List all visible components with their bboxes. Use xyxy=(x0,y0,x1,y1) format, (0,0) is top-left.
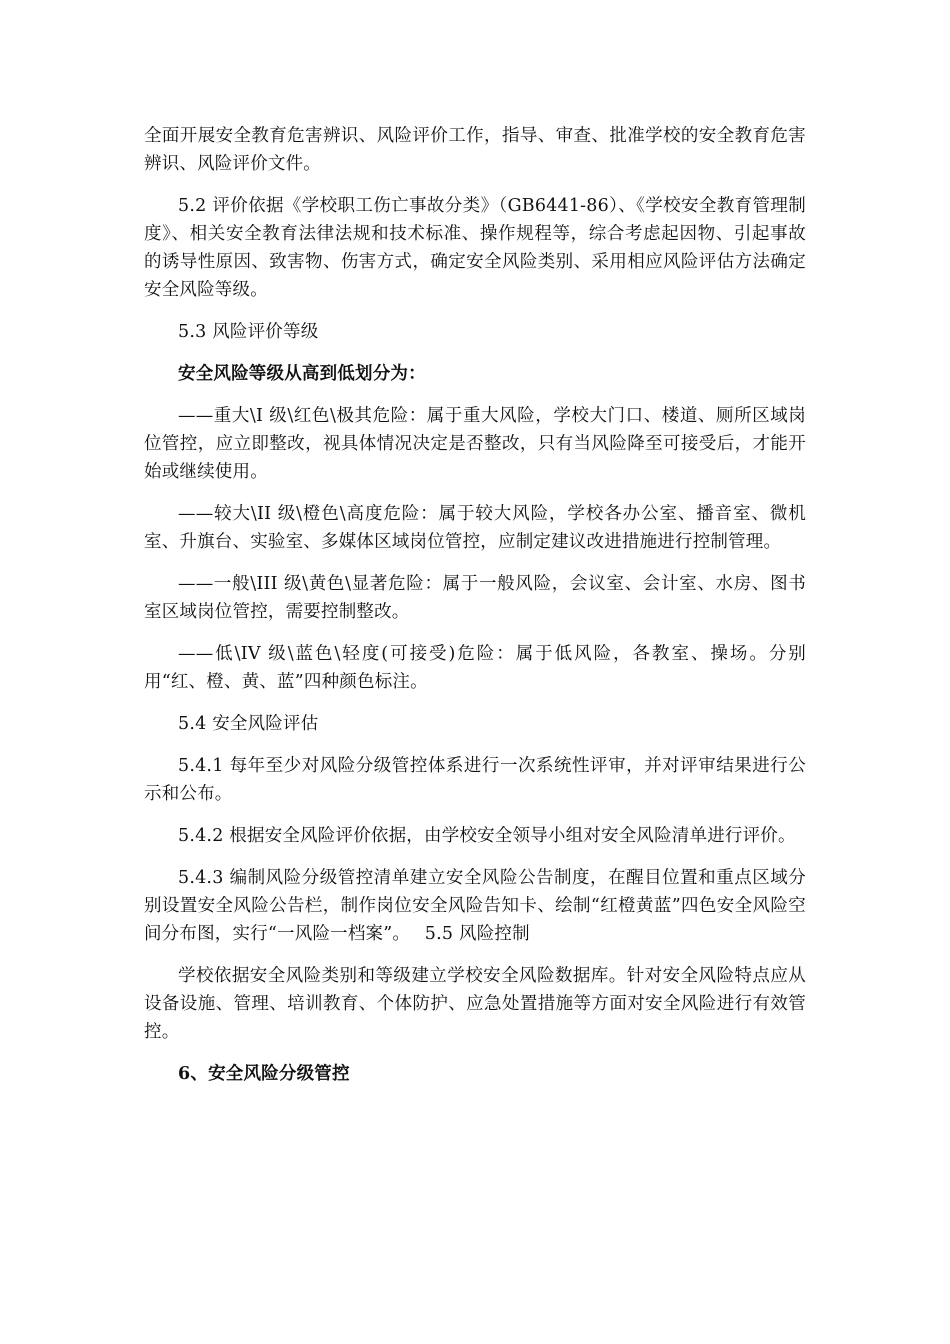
risk-levels-heading: 安全风险等级从高到低划分为： xyxy=(178,364,426,384)
risk-level-general: ——一般\III 级\黄色\显著危险：属于一般风险，会议室、会计室、水房、图书室区域岗位管控，需要控制整改。 xyxy=(144,574,806,622)
risk-level-major: ——重大\I 级\红色\极其危险：属于重大风险，学校大门口、楼道、厕所区域岗位管控，应立即整改，视具体情况决定是否整改，只有当风险降至可接受后，才能开始或继续使用。 xyxy=(144,406,806,482)
paragraph-5-4-2: 5.4.2 根据安全风险评价依据，由学校安全领导小组对安全风险清单进行评价。 xyxy=(178,826,796,846)
paragraph-intro: 全面开展安全教育危害辨识、风险评价工作，指导、审查、批准学校的安全教育危害辨识、风险评价文件。 xyxy=(144,126,806,174)
paragraph-5-2-basis: 5.2 评价依据《学校职工伤亡事故分类》（GB6441-86）、《学校安全教育管理制度》、相关安全教育法律法规和技术标准、操作规程等，综合考虑起因物、引起事故的诱导性原因、致害物、伤害方式，确定安全风险类别、采用相应风险评估方法确定安全风险等级。 xyxy=(144,196,806,300)
paragraph-5-5-control: 学校依据安全风险类别和等级建立学校安全风险数据库。针对安全风险特点应从设备设施、管理、培训教育、个体防护、应急处置措施等方面对安全风险进行有效管控。 xyxy=(144,966,806,1042)
paragraph-5-4-3: 5.4.3 编制风险分级管控清单建立安全风险公告制度，在醒目位置和重点区域分别设置安全风险公告栏，制作岗位安全风险告知卡、绘制“红橙黄蓝”四色安全风险空间分布图，实行“一风险一档案”。 5.5 风险控制 xyxy=(144,868,806,944)
heading-6: 6、安全风险分级管控 xyxy=(178,1064,350,1084)
risk-level-large: ——较大\II 级\橙色\高度危险：属于较大风险，学校各办公室、播音室、微机室、升旗台、实验室、多媒体区域岗位管控，应制定建议改进措施进行控制管理。 xyxy=(144,504,806,552)
document-body xyxy=(144,122,806,1102)
paragraph-5-4-1: 5.4.1 每年至少对风险分级管控体系进行一次系统性评审，并对评审结果进行公示和公布。 xyxy=(144,756,806,804)
heading-5-3: 5.3 风险评价等级 xyxy=(178,322,319,342)
risk-level-low: ——低\IV 级\蓝色\轻度(可接受)危险：属于低风险，各教室、操场。分别用“红、橙、黄、蓝”四种颜色标注。 xyxy=(144,644,806,692)
heading-5-4: 5.4 安全风险评估 xyxy=(178,714,319,734)
